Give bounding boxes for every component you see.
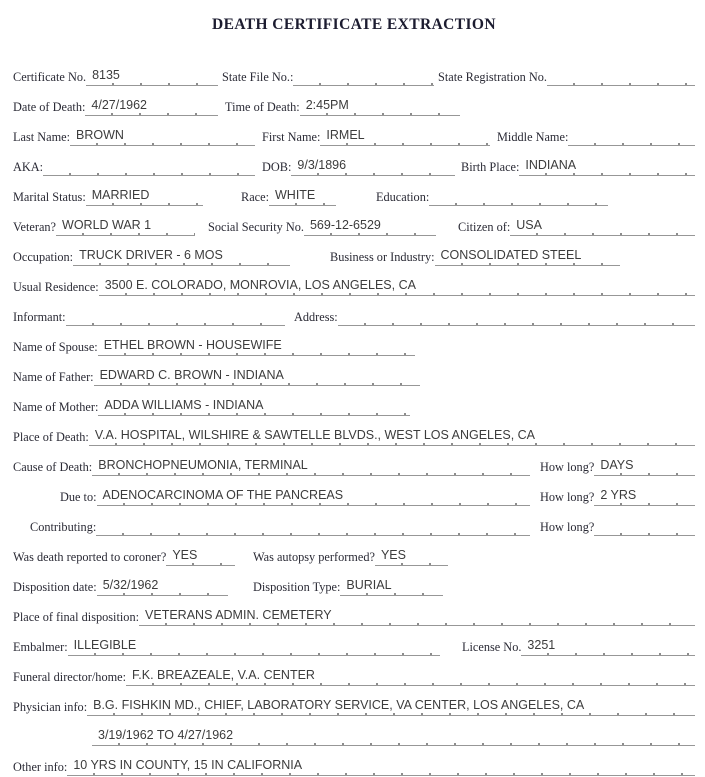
other-info-field	[13, 758, 695, 776]
name-of-father-label: Name of Father:	[13, 370, 94, 384]
state-file-no-field	[222, 68, 434, 86]
how-long-value: 2 YRS	[594, 488, 695, 506]
disposition-type-field	[253, 578, 443, 596]
embalmer-label: Embalmer:	[13, 640, 68, 654]
usual-residence-value: 3500 E. COLORADO, MONROVIA, LOS ANGELES, CA	[99, 278, 695, 296]
cause-of-death-field	[13, 458, 530, 476]
occupation-label: Occupation:	[13, 250, 74, 264]
cause-of-death-label: Cause of Death:	[13, 460, 93, 474]
form-row-3	[13, 146, 695, 176]
education-label: Education:	[376, 190, 430, 204]
middle-name-field	[497, 128, 695, 146]
place-of-death-label: Place of Death:	[13, 430, 89, 444]
time-of-death-value: 2:45PM	[300, 98, 460, 116]
name-of-mother-field	[13, 398, 410, 416]
row22-field0-field	[92, 728, 695, 746]
page-title: DEATH CERTIFICATE EXTRACTION	[212, 16, 496, 33]
address-field	[294, 308, 695, 326]
date-of-death-value: 4/27/1962	[85, 98, 218, 116]
name-of-father-value: EDWARD C. BROWN - INDIANA	[94, 368, 420, 386]
how-long-field	[540, 518, 695, 536]
state-file-no-value	[293, 68, 434, 86]
physician-info-field	[13, 698, 695, 716]
form-row-14	[13, 476, 695, 506]
veteran-field	[13, 218, 195, 236]
place-of-final-disposition-field	[13, 608, 695, 626]
physician-info-label: Physician info:	[13, 700, 88, 714]
was-autopsy-performed-label: Was autopsy performed?	[253, 550, 375, 564]
social-security-no-label: Social Security No.	[208, 220, 304, 234]
was-autopsy-performed-field	[253, 548, 448, 566]
citizen-of-label: Citizen of:	[458, 220, 511, 234]
address-label: Address:	[294, 310, 338, 324]
due-to-value: ADENOCARCINOMA OF THE PANCREAS	[97, 488, 530, 506]
marital-status-label: Marital Status:	[13, 190, 86, 204]
embalmer-value: ILLEGIBLE	[68, 638, 440, 656]
informant-value	[66, 308, 285, 326]
due-to-field	[60, 488, 530, 506]
aka-field	[13, 158, 255, 176]
certificate-no-field	[13, 68, 218, 86]
was-death-reported-to-coroner-value: YES	[166, 548, 235, 566]
first-name-value: IRMEL	[320, 128, 490, 146]
form-row-23	[13, 746, 695, 776]
disposition-type-label: Disposition Type:	[253, 580, 341, 594]
name-of-spouse-value: ETHEL BROWN - HOUSEWIFE	[98, 338, 415, 356]
contributing-value	[96, 518, 530, 536]
citizen-of-value: USA	[510, 218, 695, 236]
business-or-industry-value: CONSOLIDATED STEEL	[435, 248, 620, 266]
marital-status-field	[13, 188, 203, 206]
license-no-label: License No.	[462, 640, 522, 654]
name-of-father-field	[13, 368, 420, 386]
business-or-industry-label: Business or Industry:	[330, 250, 435, 264]
certificate-no-label: Certificate No.	[13, 70, 87, 84]
name-of-spouse-field	[13, 338, 415, 356]
other-info-label: Other info:	[13, 760, 68, 774]
disposition-type-value: BURIAL	[340, 578, 443, 596]
form-row-10	[13, 356, 695, 386]
last-name-label: Last Name:	[13, 130, 71, 144]
dob-label: DOB:	[262, 160, 292, 174]
form-row-4	[13, 176, 695, 206]
address-value	[338, 308, 695, 326]
embalmer-field	[13, 638, 440, 656]
form-body	[13, 56, 695, 776]
business-or-industry-field	[330, 248, 620, 266]
veteran-value: WORLD WAR 1	[56, 218, 195, 236]
how-long-field	[540, 488, 695, 506]
how-long-label: How long?	[540, 460, 595, 474]
education-value	[429, 188, 608, 206]
form-row-19	[13, 626, 695, 656]
contributing-label: Contributing:	[30, 520, 97, 534]
how-long-field	[540, 458, 695, 476]
form-row-16	[13, 536, 695, 566]
form-row-11	[13, 386, 695, 416]
other-info-value: 10 YRS IN COUNTY, 15 IN CALIFORNIA	[67, 758, 695, 776]
birth-place-field	[461, 158, 695, 176]
informant-field	[13, 308, 285, 326]
informant-label: Informant:	[13, 310, 66, 324]
place-of-final-disposition-label: Place of final disposition:	[13, 610, 140, 624]
form-row-15	[13, 506, 695, 536]
form-row-21	[13, 686, 695, 716]
state-registration-no-value	[547, 68, 695, 86]
funeral-director-home-value: F.K. BREAZEALE, V.A. CENTER	[126, 668, 695, 686]
usual-residence-field	[13, 278, 695, 296]
name-of-spouse-label: Name of Spouse:	[13, 340, 98, 354]
veteran-label: Veteran?	[13, 220, 57, 234]
last-name-value: BROWN	[70, 128, 255, 146]
occupation-value: TRUCK DRIVER - 6 MOS	[73, 248, 290, 266]
disposition-date-field	[13, 578, 228, 596]
aka-value	[43, 158, 255, 176]
dob-field	[262, 158, 455, 176]
birth-place-label: Birth Place:	[461, 160, 520, 174]
place-of-death-value: V.A. HOSPITAL, WILSHIRE & SAWTELLE BLVDS., WEST LOS ANGELES, CA	[89, 428, 695, 446]
social-security-no-value: 569-12-6529	[304, 218, 436, 236]
certificate-no-value: 8135	[86, 68, 218, 86]
name-of-mother-value: ADDA WILLIAMS - INDIANA	[98, 398, 410, 416]
race-label: Race:	[241, 190, 269, 204]
education-field	[376, 188, 608, 206]
date-of-death-field	[13, 98, 218, 116]
date-of-death-label: Date of Death:	[13, 100, 86, 114]
form-row-5	[13, 206, 695, 236]
first-name-field	[262, 128, 490, 146]
time-of-death-field	[225, 98, 460, 116]
physician-info-value: B.G. FISHKIN MD., CHIEF, LABORATORY SERVICE, VA CENTER, LOS ANGELES, CA	[87, 698, 695, 716]
due-to-label: Due to:	[60, 490, 97, 504]
state-registration-no-field	[438, 68, 695, 86]
how-long-label: How long?	[540, 520, 595, 534]
middle-name-label: Middle Name:	[497, 130, 569, 144]
form-row-8	[13, 296, 695, 326]
birth-place-value: INDIANA	[519, 158, 695, 176]
was-death-reported-to-coroner-field	[13, 548, 235, 566]
row22-field0-value: 3/19/1962 TO 4/27/1962	[92, 728, 695, 746]
funeral-director-home-label: Funeral director/home:	[13, 670, 127, 684]
how-long-value: DAYS	[594, 458, 695, 476]
time-of-death-label: Time of Death:	[225, 100, 300, 114]
place-of-death-field	[13, 428, 695, 446]
was-autopsy-performed-value: YES	[375, 548, 448, 566]
contributing-field	[30, 518, 530, 536]
form-row-1	[13, 86, 695, 116]
state-file-no-label: State File No.:	[222, 70, 294, 84]
funeral-director-home-field	[13, 668, 695, 686]
aka-label: AKA:	[13, 160, 44, 174]
form-row-0	[13, 56, 695, 86]
how-long-value	[594, 518, 695, 536]
place-of-final-disposition-value: VETERANS ADMIN. CEMETERY	[139, 608, 695, 626]
last-name-field	[13, 128, 255, 146]
state-registration-no-label: State Registration No.	[438, 70, 547, 84]
cause-of-death-value: BRONCHOPNEUMONIA, TERMINAL	[92, 458, 530, 476]
race-value: WHITE	[269, 188, 336, 206]
how-long-label: How long?	[540, 490, 595, 504]
social-security-no-field	[208, 218, 436, 236]
form-row-6	[13, 236, 695, 266]
usual-residence-label: Usual Residence:	[13, 280, 99, 294]
form-row-2	[13, 116, 695, 146]
first-name-label: First Name:	[262, 130, 321, 144]
citizen-of-field	[458, 218, 695, 236]
was-death-reported-to-coroner-label: Was death reported to coroner?	[13, 550, 167, 564]
disposition-date-label: Disposition date:	[13, 580, 97, 594]
middle-name-value	[568, 128, 695, 146]
form-row-13	[13, 446, 695, 476]
marital-status-value: MARRIED	[86, 188, 203, 206]
form-row-20	[13, 656, 695, 686]
disposition-date-value: 5/32/1962	[97, 578, 228, 596]
form-row-18	[13, 596, 695, 626]
license-no-value: 3251	[521, 638, 695, 656]
race-field	[241, 188, 336, 206]
form-row-22	[13, 716, 695, 746]
form-row-9	[13, 326, 695, 356]
license-no-field	[462, 638, 695, 656]
form-row-17	[13, 566, 695, 596]
name-of-mother-label: Name of Mother:	[13, 400, 99, 414]
occupation-field	[13, 248, 290, 266]
dob-value: 9/3/1896	[291, 158, 455, 176]
form-row-7	[13, 266, 695, 296]
form-row-12	[13, 416, 695, 446]
